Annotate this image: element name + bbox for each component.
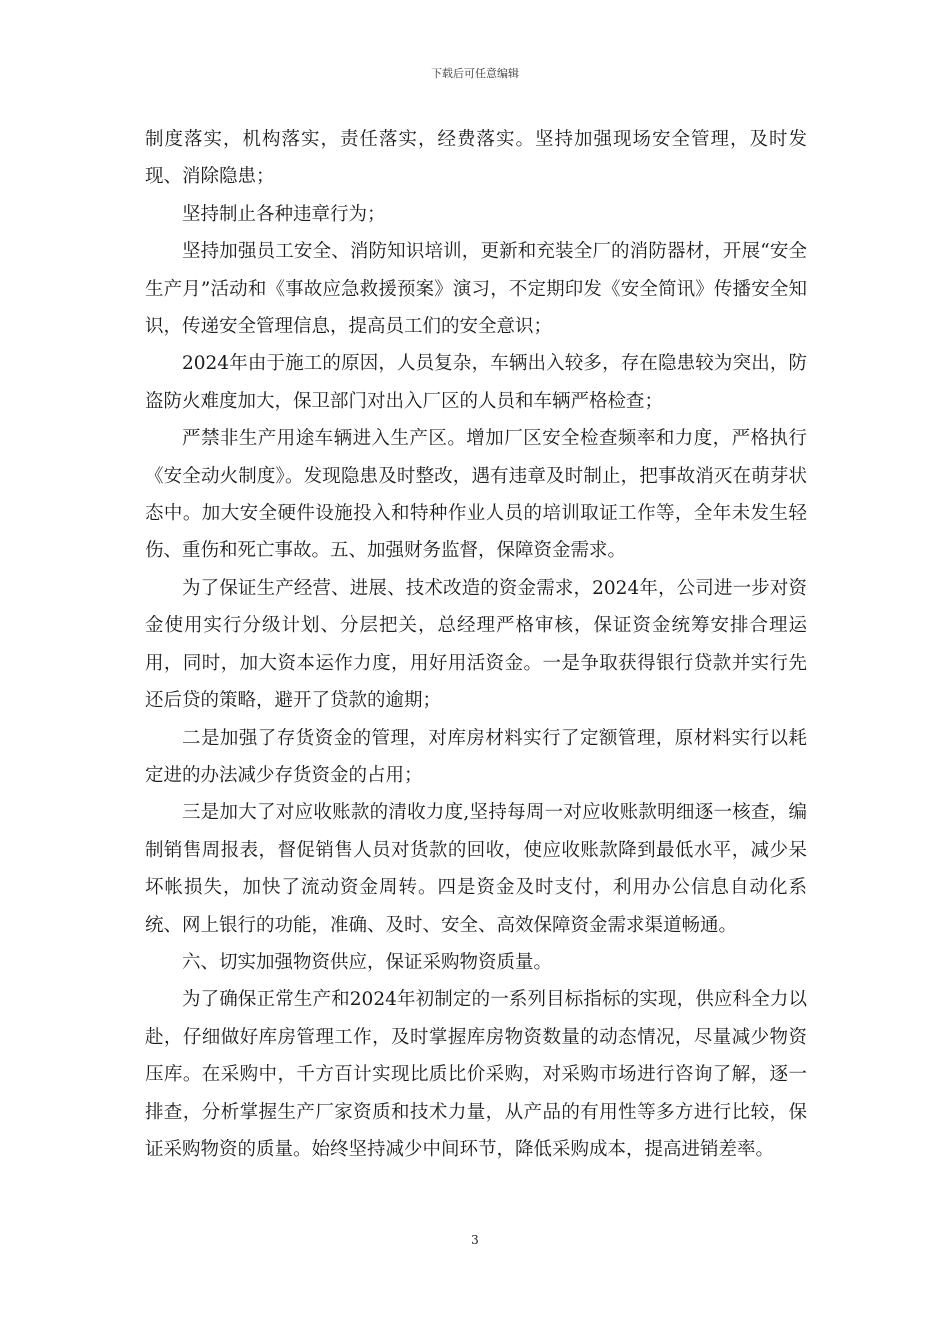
page-number: 3 bbox=[471, 1233, 479, 1247]
document-body bbox=[145, 121, 807, 1168]
paragraph-10: 为了确保正常生产和2024年初制定的一系列目标指标的实现，供应科全力以赴，仔细做好库房管理工作，及时掌握库房物资数量的动态情况，尽量减少物资压库。在采购中，千方百计实现比质比价采购，对采购市场进行咨询了解，逐一排查，分析掌握生产厂家资质和技术力量，从产品的有用性等多方进行比较，保证采购物资的质量。始终坚持减少中间环节，降低采购成本，提高进销差率。 bbox=[145, 989, 807, 1160]
paragraph-2: 坚持制止各种违章行为； bbox=[182, 203, 386, 225]
paragraph-1: 制度落实，机构落实，责任落实，经费落实。坚持加强现场安全管理，及时发现、消除隐患； bbox=[145, 129, 807, 188]
paragraph-9: 六、切实加强物资供应，保证采购物资质量。 bbox=[182, 951, 553, 973]
page-header: 下载后可任意编辑 bbox=[431, 67, 519, 80]
paragraph-4: 2024年由于施工的原因，人员复杂，车辆出入较多，存在隐患较为突出，防盗防火难度加大，保卫部门对出入厂区的人员和车辆严格检查； bbox=[145, 353, 807, 412]
paragraph-7: 二是加强了存货资金的管理，对库房材料实行了定额管理，原材料实行以耗定进的办法减少存货资金的占用； bbox=[145, 727, 807, 786]
paragraph-6: 为了保证生产经营、进展、技术改造的资金需求，2024年，公司进一步对资金使用实行分级计划、分层把关，总经理严格审核，保证资金统筹安排合理运用，同时，加大资本运作力度，用好用活资金。一是争取获得银行贷款并实行先还后贷的策略，避开了贷款的逾期； bbox=[145, 577, 807, 712]
paragraph-8: 三是加大了对应收账款的清收力度,坚持每周一对应收账款明细逐一核查，编制销售周报表，督促销售人员对货款的回收，使应收账款降到最低水平，减少呆坏帐损失，加快了流动资金周转。四是资金及时支付，利用办公信息自动化系统、网上银行的功能，准确、及时、安全、高效保障资金需求渠道畅通。 bbox=[145, 802, 807, 936]
paragraph-5: 严禁非生产用途车辆进入生产区。增加厂区安全检查频率和力度，严格执行《安全动火制度》。发现隐患及时整改，遇有违章及时制止，把事故消灭在萌芽状态中。加大安全硬件设施投入和特种作业人员的培训取证工作等，全年未发生轻伤、重伤和死亡事故。五、加强财务监督，保障资金需求。 bbox=[145, 428, 807, 562]
paragraph-3: 坚持加强员工安全、消防知识培训，更新和充装全厂的消防器材，开展“安全生产月”活动和《事故应急救援预案》演习，不定期印发《安全简讯》传播安全知识，传递安全管理信息，提高员工们的安全意识； bbox=[145, 241, 807, 338]
